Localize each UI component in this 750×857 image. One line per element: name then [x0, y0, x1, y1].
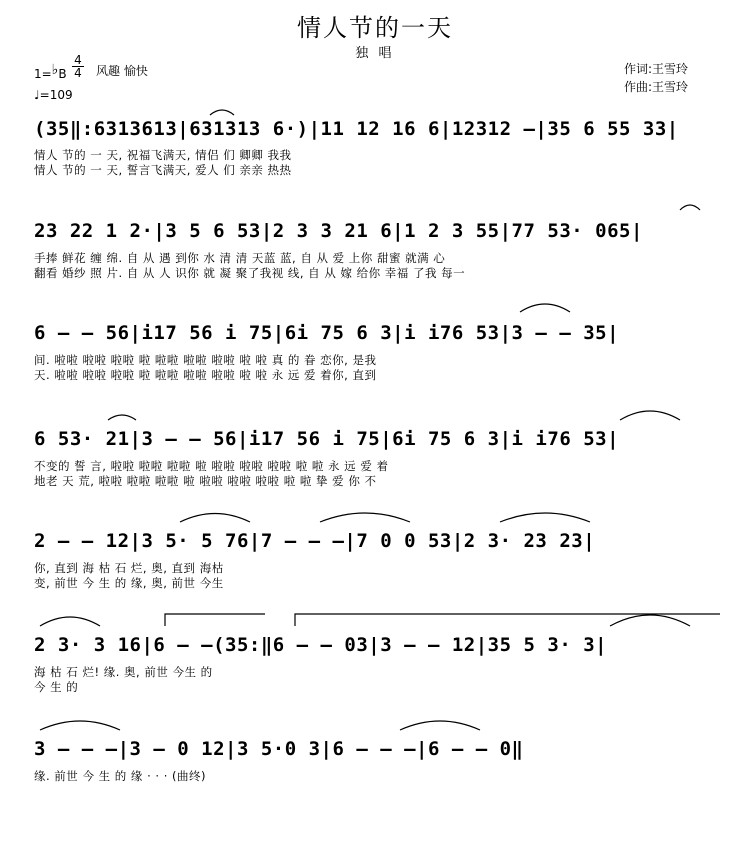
notation-line-5: 2 – – 12|3 5· 5 76|7 – – –|7 0 0 53|2 3· 23 23| [34, 530, 596, 552]
lyricist-credit: 作词:王雪玲 [624, 62, 689, 76]
composer-credit: 作曲:王雪玲 [624, 80, 689, 94]
lyric-line-6b: 今 生 的 [34, 680, 79, 694]
lyric-line-1b: 情人 节的 一 天, 誓言飞满天, 爱人 们 亲亲 热热 [34, 163, 292, 177]
notation-line-4: 6 53· 21|3 – – 56|i17 56 i 75|6i 75 6 3|i i76 53| [34, 428, 620, 450]
notation-line-1: (35‖:6313613|631313 6·)|11 12 16 6|12312 –|35 6 55 33| [34, 118, 679, 140]
time-signature-bottom: 4 [72, 66, 84, 79]
slur-2 [520, 304, 570, 312]
slur-7 [320, 513, 410, 522]
slur-4 [108, 415, 136, 420]
lyric-line-6a: 海 枯 石 烂! 缘. 奥, 前世 今生 的 [34, 665, 213, 679]
notation-line-2: 23 22 1 2·|3 5 6 53|2 3 3 21 6|1 2 3 55|77 53· 065| [34, 220, 643, 242]
slur-6 [180, 514, 250, 523]
performance-type: 独 唱 [355, 46, 395, 61]
lyric-line-3b: 天. 啦啦 啦啦 啦啦 啦 啦啦 啦啦 啦啦 啦 啦 永 远 爱 着你, 直到 [34, 368, 377, 382]
slur-10 [610, 615, 690, 626]
key-prefix: 1= [34, 67, 52, 81]
slur-12 [400, 721, 480, 730]
notation-line-3: 6 – – 56|i17 56 i 75|6i 75 6 3|i i76 53|3 – – 35| [34, 322, 620, 344]
time-signature-top: 4 [74, 53, 82, 67]
volta-1-bracket [165, 614, 265, 626]
slur-11 [40, 721, 120, 730]
tempo-marking: 风趣 愉快 [96, 64, 148, 78]
slur-5 [620, 411, 680, 420]
slur-8 [500, 513, 590, 522]
lyric-line-5b: 变, 前世 今 生 的 缘, 奥, 前世 今生 [34, 576, 224, 590]
notation-line-6: 2 3· 3 16|6 – –(35:‖6 – – 03|3 – – 12|35 5 3· 3| [34, 634, 608, 656]
lyric-line-4a: 不变的 誓 言, 啦啦 啦啦 啦啦 啦 啦啦 啦啦 啦啦 啦 啦 永 远 爱 着 [34, 459, 389, 473]
song-title: 情人节的一天 [297, 14, 453, 42]
slur-9 [40, 617, 100, 626]
lyric-line-3a: 间. 啦啦 啦啦 啦啦 啦 啦啦 啦啦 啦啦 啦 啦 真 的 眷 恋你, 是我 [34, 353, 377, 367]
metronome-marking: ♩=109 [34, 88, 73, 102]
slur-1 [210, 110, 234, 115]
slur-3 [680, 205, 700, 210]
flat-icon: ♭ [51, 62, 59, 78]
lyric-line-2b: 翻看 婚纱 照 片. 自 从 人 识你 就 凝 聚了我视 线, 自 从 嫁 给你 幸福 了我 每一 [34, 266, 466, 280]
lyric-line-2a: 手捧 鲜花 缠 绵. 自 从 遇 到你 水 清 清 天蓝 蓝, 自 从 爱 上你 甜蜜 就满 心 [34, 251, 446, 265]
lyric-line-4b: 地老 天 荒, 啦啦 啦啦 啦啦 啦 啦啦 啦啦 啦啦 啦 啦 挚 爱 你 不 [34, 474, 377, 488]
lyric-line-1a: 情人 节的 一 天, 祝福飞满天, 情侣 们 卿卿 我我 [34, 148, 292, 162]
key-letter: B [58, 67, 67, 81]
notation-line-7: 3 – – –|3 – 0 12|3 5·0 3|6 – – –|6 – – 0‖ [34, 738, 524, 760]
lyric-line-7a: 缘. 前世 今 生 的 缘 · · · (曲终) [34, 769, 206, 783]
lyric-line-5a: 你, 直到 海 枯 石 烂, 奥, 直到 海枯 [34, 561, 224, 575]
